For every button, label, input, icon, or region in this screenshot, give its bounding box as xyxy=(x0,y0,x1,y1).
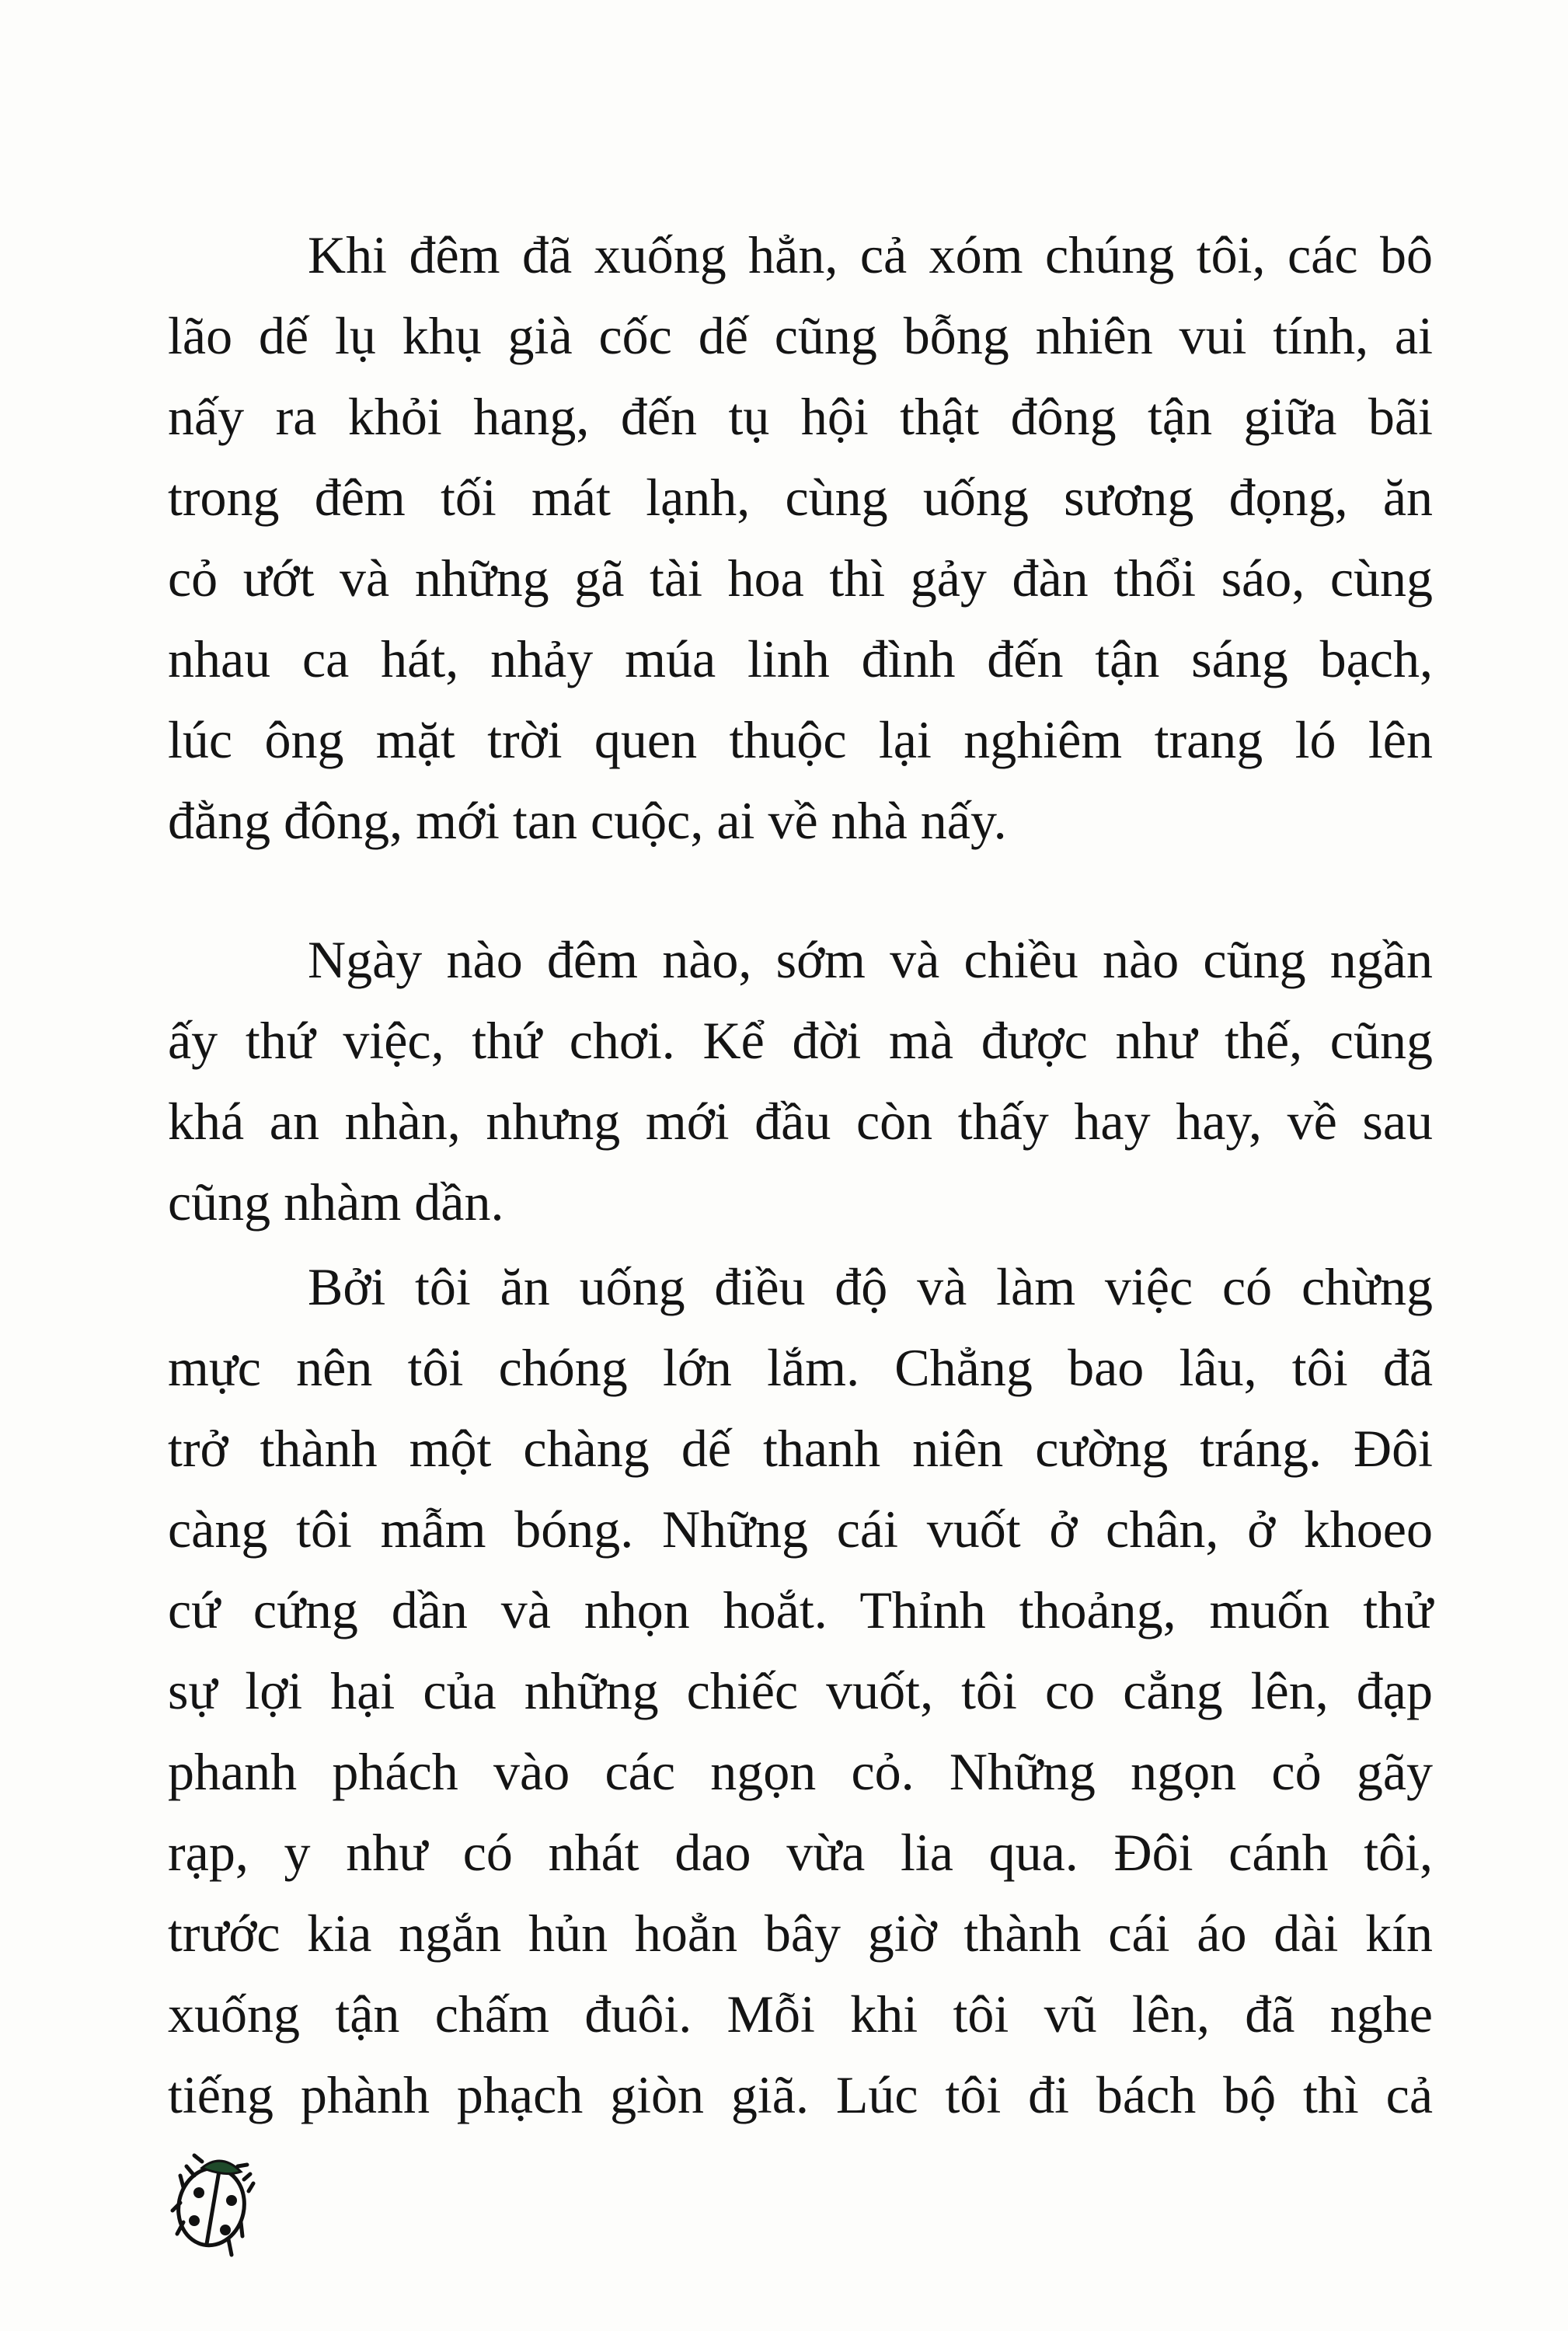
text-line: lúc ông mặt trời quen thuộc lại nghiêm trang ló lên xyxy=(168,710,1433,769)
text-line: mực nên tôi chóng lớn lắm. Chẳng bao lâu, tôi đã xyxy=(168,1338,1433,1397)
text-line: rạp, y như có nhát dao vừa lia qua. Đôi cánh tôi, xyxy=(168,1823,1433,1882)
text-line: phanh phách vào các ngọn cỏ. Những ngọn cỏ gãy xyxy=(168,1742,1433,1801)
text-line: lão dế lụ khụ già cốc dế cũng bỗng nhiên vui tính, ai xyxy=(168,306,1433,365)
paragraph-3 xyxy=(168,1246,1433,2135)
text-line: ấy thứ việc, thứ chơi. Kể đời mà được như thế, cũng xyxy=(168,1011,1433,1070)
text-line: trước kia ngắn hủn hoẳn bây giờ thành cái áo dài kín xyxy=(168,1904,1433,1963)
paragraph-2 xyxy=(168,919,1433,1242)
text-line: đằng đông, mới tan cuộc, ai về nhà nấy. xyxy=(168,791,1007,850)
text-line: Khi đêm đã xuống hẳn, cả xóm chúng tôi, các bô xyxy=(308,225,1433,284)
paragraph-1 xyxy=(168,214,1433,861)
text-line: trong đêm tối mát lạnh, cùng uống sương đọng, ăn xyxy=(168,468,1433,527)
text-line: cứ cứng dần và nhọn hoắt. Thỉnh thoảng, muốn thử xyxy=(168,1580,1433,1639)
text-line: nhau ca hát, nhảy múa linh đình đến tận sáng bạch, xyxy=(168,629,1433,688)
text-line: càng tôi mẫm bóng. Những cái vuốt ở chân, ở khoeo xyxy=(168,1500,1433,1559)
text-line: cũng nhàm dần. xyxy=(168,1172,504,1232)
text-line: cỏ ướt và những gã tài hoa thì gảy đàn thổi sáo, cùng xyxy=(168,549,1433,608)
text-line: trở thành một chàng dế thanh niên cường tráng. Đôi xyxy=(168,1419,1433,1478)
text-line: Bởi tôi ăn uống điều độ và làm việc có chừng xyxy=(308,1257,1433,1316)
text-line: sự lợi hại của những chiếc vuốt, tôi co cẳng lên, đạp xyxy=(168,1661,1433,1720)
ladybug-icon xyxy=(163,2145,264,2261)
text-line: khá an nhàn, nhưng mới đầu còn thấy hay hay, về sau xyxy=(168,1092,1433,1151)
text-line: Ngày nào đêm nào, sớm và chiều nào cũng ngần xyxy=(308,930,1433,989)
text-line: tiếng phành phạch giòn giã. Lúc tôi đi bách bộ thì cả xyxy=(168,2065,1433,2124)
text-line: xuống tận chấm đuôi. Mỗi khi tôi vũ lên, đã nghe xyxy=(168,1984,1433,2044)
text-line: nấy ra khỏi hang, đến tụ hội thật đông tận giữa bãi xyxy=(168,387,1433,446)
